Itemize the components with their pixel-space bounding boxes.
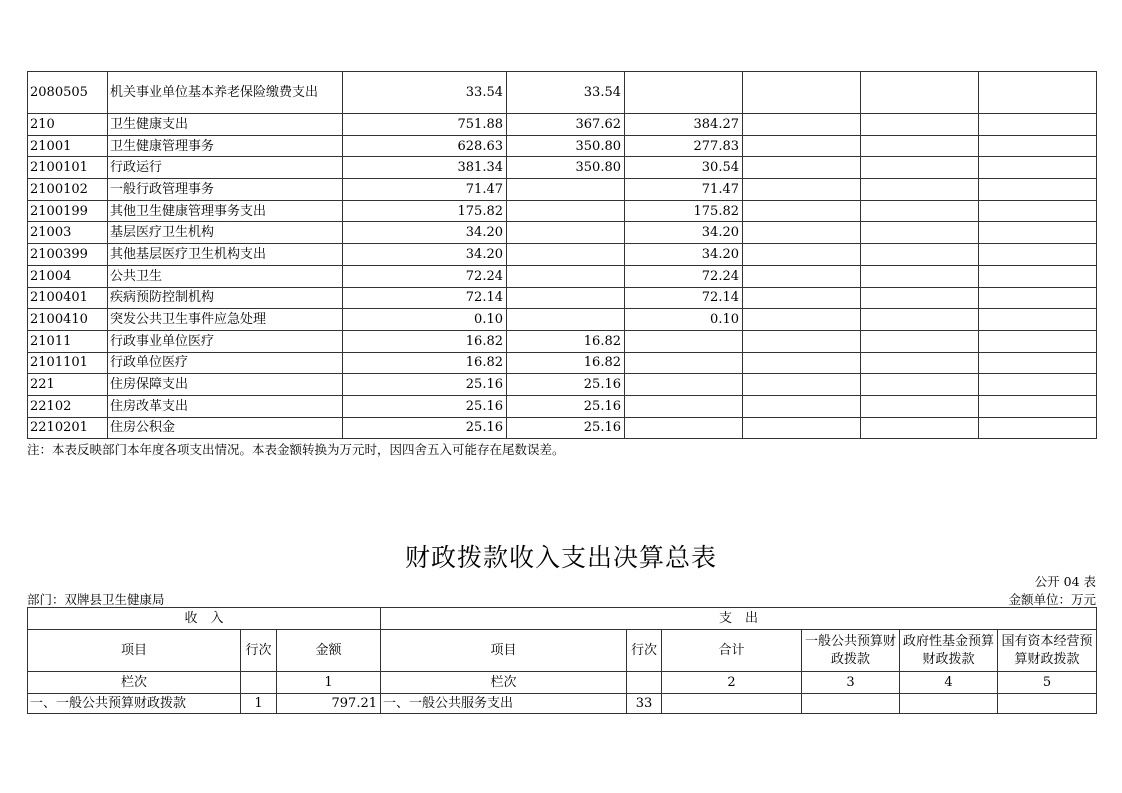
total-cell: 381.34	[343, 157, 507, 179]
project-cell: 71.47	[625, 179, 743, 201]
column-number-row	[28, 672, 1097, 694]
empty-cell	[861, 222, 979, 244]
empty-cell	[861, 135, 979, 157]
name-cell: 行政单位医疗	[108, 352, 343, 374]
empty-cell	[861, 265, 979, 287]
total-cell: 16.82	[343, 330, 507, 352]
empty-cell	[743, 72, 861, 114]
expense-state	[998, 694, 1097, 714]
basic-cell	[507, 244, 625, 266]
code-cell: 2101101	[28, 352, 108, 374]
code-cell: 2100102	[28, 179, 108, 201]
empty-cell	[743, 135, 861, 157]
empty-cell	[861, 72, 979, 114]
name-cell: 疾病预防控制机构	[108, 287, 343, 309]
empty-cell	[979, 222, 1097, 244]
total-cell: 33.54	[343, 72, 507, 114]
name-cell: 基层医疗卫生机构	[108, 222, 343, 244]
col-number-5: 5	[998, 672, 1097, 694]
name-cell: 机关事业单位基本养老保险缴费支出	[108, 72, 343, 114]
col-income-line: 行次	[241, 630, 277, 672]
total-cell: 0.10	[343, 309, 507, 331]
table-row	[28, 179, 1097, 201]
name-cell: 其他基层医疗卫生机构支出	[108, 244, 343, 266]
table-row	[28, 265, 1097, 287]
basic-cell: 25.16	[507, 395, 625, 417]
basic-cell: 367.62	[507, 114, 625, 136]
basic-cell	[507, 309, 625, 331]
income-amount: 797.21	[277, 694, 381, 714]
project-cell	[625, 374, 743, 396]
empty-cell	[743, 265, 861, 287]
name-cell: 公共卫生	[108, 265, 343, 287]
project-cell: 72.14	[625, 287, 743, 309]
code-cell: 221	[28, 374, 108, 396]
total-cell: 72.14	[343, 287, 507, 309]
empty-cell	[743, 114, 861, 136]
table-row	[28, 417, 1097, 439]
empty-cell	[861, 309, 979, 331]
empty-cell	[743, 309, 861, 331]
empty-cell	[743, 287, 861, 309]
empty-cell	[979, 417, 1097, 439]
empty-cell	[743, 179, 861, 201]
section-header-row	[28, 608, 1097, 630]
basic-cell	[507, 265, 625, 287]
name-cell: 卫生健康支出	[108, 114, 343, 136]
name-cell: 其他卫生健康管理事务支出	[108, 200, 343, 222]
name-cell: 一般行政管理事务	[108, 179, 343, 201]
code-cell: 21004	[28, 265, 108, 287]
expense-item: 一、一般公共服务支出	[381, 694, 627, 714]
table-row	[28, 287, 1097, 309]
col-expense-line: 行次	[627, 630, 662, 672]
col-income-item: 项目	[28, 630, 241, 672]
income-item: 一、一般公共预算财政拨款	[28, 694, 241, 714]
empty-cell	[861, 244, 979, 266]
col-expense-item: 项目	[381, 630, 627, 672]
expense-header: 支 出	[381, 608, 1097, 630]
total-cell: 71.47	[343, 179, 507, 201]
empty-cell	[861, 114, 979, 136]
empty-cell	[241, 672, 277, 694]
name-cell: 住房保障支出	[108, 374, 343, 396]
expense-total	[662, 694, 802, 714]
code-cell: 210	[28, 114, 108, 136]
project-cell: 277.83	[625, 135, 743, 157]
empty-cell	[743, 417, 861, 439]
expense-fund	[900, 694, 998, 714]
name-cell: 行政事业单位医疗	[108, 330, 343, 352]
empty-cell	[979, 352, 1097, 374]
empty-cell	[979, 244, 1097, 266]
table-row	[28, 309, 1097, 331]
department-label: 部门：双牌县卫生健康局	[27, 592, 165, 607]
empty-cell	[743, 200, 861, 222]
col-number-3: 3	[802, 672, 900, 694]
empty-cell	[979, 395, 1097, 417]
empty-cell	[979, 72, 1097, 114]
code-cell: 22102	[28, 395, 108, 417]
name-cell: 住房改革支出	[108, 395, 343, 417]
table-row	[28, 395, 1097, 417]
empty-cell	[743, 330, 861, 352]
basic-cell	[507, 179, 625, 201]
col-number-2: 2	[662, 672, 802, 694]
table-row	[28, 200, 1097, 222]
empty-cell	[861, 179, 979, 201]
total-cell: 751.88	[343, 114, 507, 136]
empty-cell	[627, 672, 662, 694]
total-cell: 25.16	[343, 374, 507, 396]
col-number-1: 1	[277, 672, 381, 694]
table-row	[28, 222, 1097, 244]
empty-cell	[861, 417, 979, 439]
name-cell: 突发公共卫生事件应急处理	[108, 309, 343, 331]
code-cell: 21003	[28, 222, 108, 244]
table-row	[28, 157, 1097, 179]
empty-cell	[861, 330, 979, 352]
col-state-capital: 国有资本经营预算财政拨款	[998, 630, 1097, 672]
basic-cell: 350.80	[507, 135, 625, 157]
empty-cell	[979, 179, 1097, 201]
basic-cell: 25.16	[507, 417, 625, 439]
basic-cell: 350.80	[507, 157, 625, 179]
table-row	[28, 352, 1097, 374]
code-cell: 2100101	[28, 157, 108, 179]
project-cell: 72.24	[625, 265, 743, 287]
code-cell: 2080505	[28, 72, 108, 114]
project-cell: 30.54	[625, 157, 743, 179]
project-cell	[625, 72, 743, 114]
empty-cell	[979, 200, 1097, 222]
project-cell: 0.10	[625, 309, 743, 331]
table-row	[28, 374, 1097, 396]
table-row	[28, 114, 1097, 136]
basic-cell	[507, 287, 625, 309]
empty-cell	[743, 352, 861, 374]
code-cell: 2210201	[28, 417, 108, 439]
table-row	[28, 135, 1097, 157]
basic-cell: 16.82	[507, 352, 625, 374]
basic-cell: 25.16	[507, 374, 625, 396]
table-note: 注：本表反映部门本年度各项支出情况。本表金额转换为万元时，因四舍五入可能存在尾数误差。	[27, 442, 565, 457]
empty-cell	[979, 265, 1097, 287]
empty-cell	[979, 287, 1097, 309]
total-cell: 72.24	[343, 265, 507, 287]
empty-cell	[743, 157, 861, 179]
basic-cell	[507, 222, 625, 244]
empty-cell	[979, 374, 1097, 396]
project-cell: 34.20	[625, 222, 743, 244]
name-cell: 住房公积金	[108, 417, 343, 439]
income-header: 收 入	[28, 608, 381, 630]
col-total: 合计	[662, 630, 802, 672]
income-line: 1	[241, 694, 277, 714]
expense-general	[802, 694, 900, 714]
total-cell: 25.16	[343, 417, 507, 439]
empty-cell	[979, 330, 1097, 352]
column-header-row	[28, 630, 1097, 672]
name-cell: 行政运行	[108, 157, 343, 179]
project-cell: 175.82	[625, 200, 743, 222]
project-cell	[625, 330, 743, 352]
col-number-4: 4	[900, 672, 998, 694]
expenditure-table	[27, 71, 1097, 439]
table-row	[28, 72, 1097, 114]
total-cell: 34.20	[343, 244, 507, 266]
col-gov-fund: 政府性基金预算财政拨款	[900, 630, 998, 672]
row-label-expense: 栏次	[381, 672, 627, 694]
empty-cell	[979, 114, 1097, 136]
code-cell: 21011	[28, 330, 108, 352]
summary-table	[27, 607, 1097, 714]
page-title: 财政拨款收入支出决算总表	[404, 543, 717, 572]
empty-cell	[979, 157, 1097, 179]
code-cell: 2100199	[28, 200, 108, 222]
col-general-budget: 一般公共预算财政拨款	[802, 630, 900, 672]
empty-cell	[979, 309, 1097, 331]
project-cell: 34.20	[625, 244, 743, 266]
empty-cell	[861, 200, 979, 222]
total-cell: 628.63	[343, 135, 507, 157]
code-cell: 2100401	[28, 287, 108, 309]
total-cell: 34.20	[343, 222, 507, 244]
row-label: 栏次	[28, 672, 241, 694]
empty-cell	[861, 157, 979, 179]
total-cell: 16.82	[343, 352, 507, 374]
empty-cell	[861, 374, 979, 396]
amount-unit-label: 金额单位：万元	[1008, 592, 1096, 607]
code-cell: 2100399	[28, 244, 108, 266]
project-cell	[625, 417, 743, 439]
total-cell: 25.16	[343, 395, 507, 417]
empty-cell	[861, 352, 979, 374]
project-cell	[625, 352, 743, 374]
name-cell: 卫生健康管理事务	[108, 135, 343, 157]
basic-cell: 33.54	[507, 72, 625, 114]
table-row	[28, 330, 1097, 352]
table-row	[28, 244, 1097, 266]
project-cell: 384.27	[625, 114, 743, 136]
empty-cell	[743, 395, 861, 417]
empty-cell	[861, 287, 979, 309]
expense-line: 33	[627, 694, 662, 714]
form-number: 公开 04 表	[1034, 574, 1096, 589]
empty-cell	[861, 395, 979, 417]
total-cell: 175.82	[343, 200, 507, 222]
empty-cell	[743, 374, 861, 396]
empty-cell	[743, 222, 861, 244]
table-row	[28, 694, 1097, 714]
project-cell	[625, 395, 743, 417]
empty-cell	[743, 244, 861, 266]
empty-cell	[979, 135, 1097, 157]
code-cell: 21001	[28, 135, 108, 157]
basic-cell	[507, 200, 625, 222]
col-income-amount: 金额	[277, 630, 381, 672]
basic-cell: 16.82	[507, 330, 625, 352]
code-cell: 2100410	[28, 309, 108, 331]
